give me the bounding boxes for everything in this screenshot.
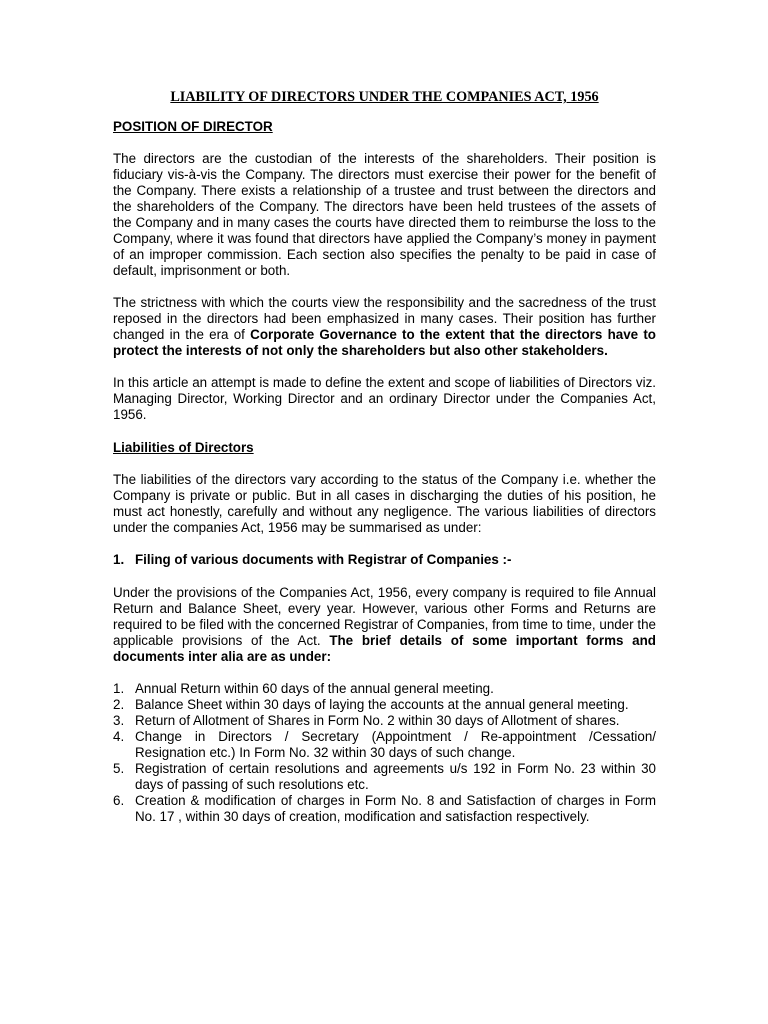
document-title: LIABILITY OF DIRECTORS UNDER THE COMPANIES ACT, 1956: [170, 89, 599, 105]
list-item-number: 6.: [113, 793, 125, 808]
list-item-number: 4.: [113, 729, 125, 744]
list-item-text: Change in Directors / Secretary (Appointment / Re-appointment /Cessation/ Resignation etc.) In Form No. 32 within 30 days of such change.: [135, 729, 656, 760]
paragraph-article-scope: In this article an attempt is made to define the extent and scope of liabilities of Directors viz. Managing Director, Working Director and an ordinary Director under the Companies Act, 1956.: [113, 375, 656, 422]
paragraph-provisions: [113, 585, 656, 665]
list-item-text: Annual Return within 60 days of the annual general meeting.: [135, 681, 494, 696]
list-item: [113, 761, 656, 793]
paragraph-strictness-bold: Corporate Governance to the extent that the directors have to protect the interests of not only the shareholders but also other stakeholders.: [113, 327, 656, 358]
list-item-text: Balance Sheet within 30 days of laying the accounts at the annual general meeting.: [135, 697, 629, 712]
paragraph-strictness: [113, 295, 656, 359]
list-item-number: 5.: [113, 761, 125, 776]
list-item: [113, 793, 656, 825]
list-item-text: Creation & modification of charges in Form No. 8 and Satisfaction of charges in Form No. 17 , within 30 days of creation, modification and satisfaction respectively.: [135, 793, 656, 824]
subsection-number: 1.: [113, 552, 125, 567]
paragraph-strictness-text: The strictness with which the courts view the responsibility and the sacredness of the trust reposed in the directors had been emphasized in many cases. Their position has further changed in the era of: [113, 295, 656, 342]
subsection-heading-filing-documents: [113, 552, 656, 568]
section-heading-position-of-director: POSITION OF DIRECTOR: [113, 119, 273, 134]
subsection-title: Filing of various documents with Registrar of Companies :-: [135, 552, 512, 567]
paragraph-provisions-text: Under the provisions of the Companies Act, 1956, every company is required to file Annual Return and Balance Sheet, every year. However, various other Forms and Returns are required to be filed with the concerned Registrar of Companies, from time to time, under the applicable provisions of the Act.: [113, 585, 656, 648]
section-heading-liabilities: Liabilities of Directors: [113, 440, 254, 455]
list-item-number: 1.: [113, 681, 125, 696]
list-item-text: Registration of certain resolutions and agreements u/s 192 in Form No. 23 within 30 days of passing of such resolutions etc.: [135, 761, 656, 792]
forms-list: [113, 681, 656, 825]
list-item: [113, 681, 656, 697]
list-item-text: Return of Allotment of Shares in Form No. 2 within 30 days of Allotment of shares.: [135, 713, 620, 728]
document-page: [113, 88, 656, 825]
paragraph-provisions-bold: The brief details of some important forms and documents inter alia are as under:: [113, 633, 656, 664]
list-item: [113, 729, 656, 761]
list-item: [113, 697, 656, 713]
paragraph-liabilities-vary: The liabilities of the directors vary according to the status of the Company i.e. whether the Company is private or public. But in all cases in discharging the duties of his position, he must act honestly, carefully and without any negligence. The various liabilities of directors under the companies Act, 1956 may be summarised as under:: [113, 472, 656, 535]
list-item-number: 2.: [113, 697, 125, 712]
paragraph-fiduciary-position: The directors are the custodian of the interests of the shareholders. Their position is fiduciary vis-à-vis the Company. The directors must exercise their power for the benefit of the Company. There exists a relationship of a trustee and trust between the directors and the shareholders of the Company. The directors have been held trustees of the assets of the Company and in many cases the courts have directed them to reimburse the loss to the Company, where it was found that directors have applied the Company’s money in payment of an improper commission. Each section also specifies the penalty to be paid in case of default, imprisonment or both.: [113, 151, 656, 278]
list-item-number: 3.: [113, 713, 125, 728]
list-item: [113, 713, 656, 729]
